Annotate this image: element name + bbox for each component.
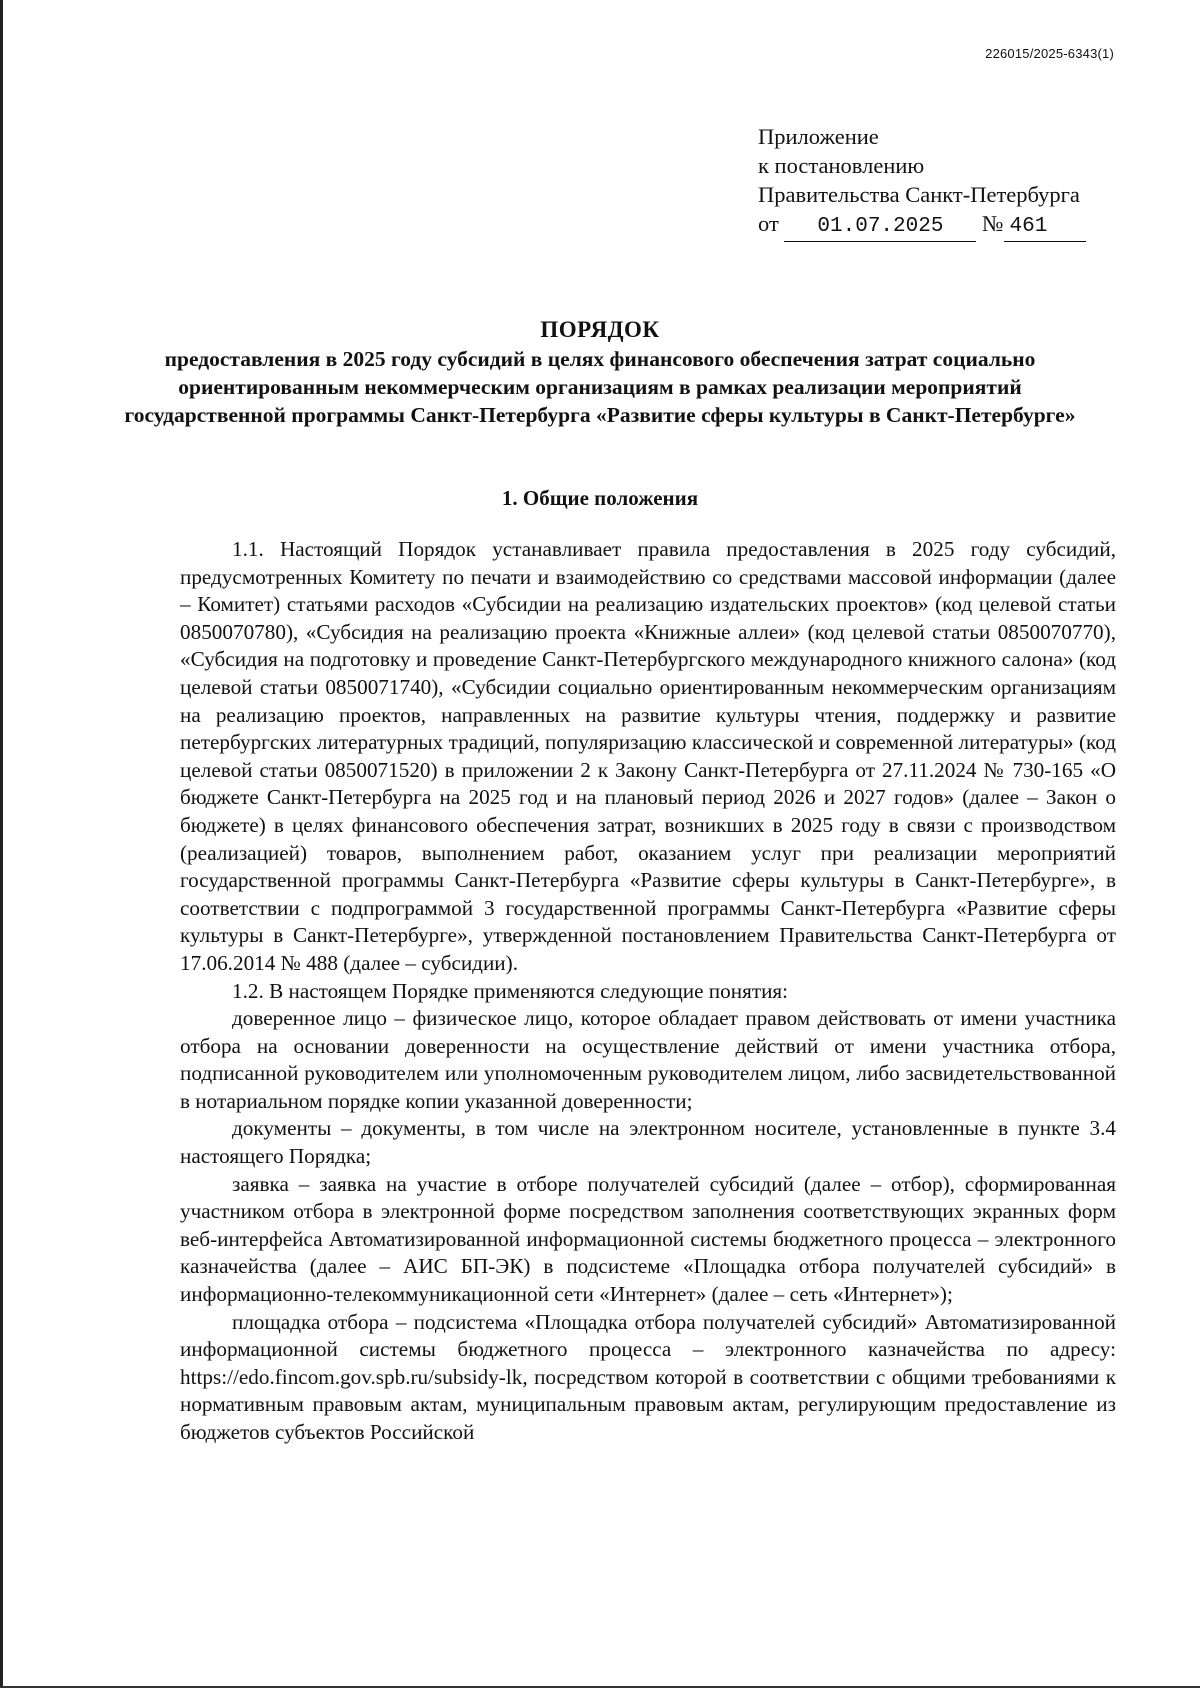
annex-number-sign: №: [982, 211, 1004, 236]
paragraph: заявка – заявка на участие в отборе получателей субсидий (далее – отбор), сформированная участником отбора в электронной форме посредством заполнения соответствующих экранных форм веб-интерфейса Автоматизированной информационной системы бюджетного процесса – электронного казначейства (далее – АИС БП-ЭК) в подсистеме «Площадка отбора получателей субсидий» в информационно-телекоммуникационной сети «Интернет» (далее – сеть «Интернет»);: [180, 1171, 1116, 1307]
annex-date: 01.07.2025: [784, 212, 976, 242]
paragraph: доверенное лицо – физическое лицо, которое обладает правом действовать от имени участника отбора на основании доверенности на осуществление действий от имени участника отбора, подписанной руководителем или уполномоченным руководителем лицом, либо засвидетельствованной в нотариальном порядке копии указанной доверенности;: [180, 1006, 1116, 1113]
annex-line-1: Приложение: [758, 124, 879, 149]
annex-line-2: к постановлению: [758, 153, 925, 178]
section-heading: 1. Общие положения: [501, 486, 699, 510]
paragraph: 1.1. Настоящий Порядок устанавливает правила предоставления в 2025 году субсидий, предусмотренных Комитету по печати и взаимодействию со средствами массовой информации (далее – Комитет) статьями расходов «Субсидии на реализацию издательских проектов» (код целевой статьи 0850070780), «Субсидия на реализацию проекта «Книжные аллеи» (код целевой статьи 0850070770), «Субсидия на подготовку и проведение Санкт-Петербургского международного книжного салона» (код целевой статьи 0850071740), «Субсидии социально ориентированным некоммерческим организациям на реализацию проектов, направленных на развитие культуры чтения, поддержку и развитие петербургских литературных традиций, популяризацию классической и современной литературы» (код целевой статьи 0850071520) в приложении 2 к Закону Санкт-Петербурга от 27.11.2024 № 730-165 «О бюджете Санкт-Петербурга на 2025 год и на плановый период 2026 и 2027 годов» (далее – Закон о бюджете) в целях финансового обеспечения затрат, возникших в 2025 году в связи с производством (реализацией) товаров, выполнением работ, оказанием услуг при реализации мероприятий государственной программы Санкт-Петербурга «Развитие сферы культуры в Санкт-Петербурге», в соответствии с подпрограммой 3 государственной программы Санкт-Петербурга «Развитие сферы культуры в Санкт-Петербурге», утвержденной постановлением Правительства Санкт-Петербурга от 17.06.2014 № 488 (далее – субсидии).: [180, 537, 1116, 975]
document-body: [180, 536, 1116, 1447]
annex-block: [758, 122, 1086, 242]
document-title: ПОРЯДОК: [540, 317, 660, 342]
paragraph: площадка отбора – подсистема «Площадка отбора получателей субсидий» Автоматизированной информационной системы бюджетного процесса – электронного казначейства по адресу: https://edo.fincom.gov.spb.ru/subsidy-lk, посредством которой в соответствии с общими требованиями к нормативным правовым актам, муниципальным правовым актам, регулирующим предоставление из бюджетов субъектов Российской: [180, 1309, 1116, 1444]
annex-line-3: Правительства Санкт-Петербурга: [758, 182, 1080, 207]
scan-edge-left: [0, 0, 3, 1688]
document-registration-id: 226015/2025-6343(1): [985, 46, 1114, 61]
document-title-block: [0, 314, 1200, 429]
paragraph: документы – документы, в том числе на электронном носителе, установленные в пункте 3.4 настоящего Порядка;: [180, 1116, 1116, 1169]
document-subtitle: предоставления в 2025 году субсидий в целях финансового обеспечения затрат социально ориентированным некоммерческим организациям в рамках реализации мероприятий государственной программы Санкт-Петербурга «Развитие сферы культуры в Санкт-Петербурге»: [124, 347, 1076, 427]
annex-number: 461: [1004, 212, 1086, 242]
paragraph: 1.2. В настоящем Порядке применяются следующие понятия:: [232, 978, 789, 1003]
annex-date-number-line: [758, 209, 1086, 242]
annex-from-label: от: [758, 211, 779, 236]
